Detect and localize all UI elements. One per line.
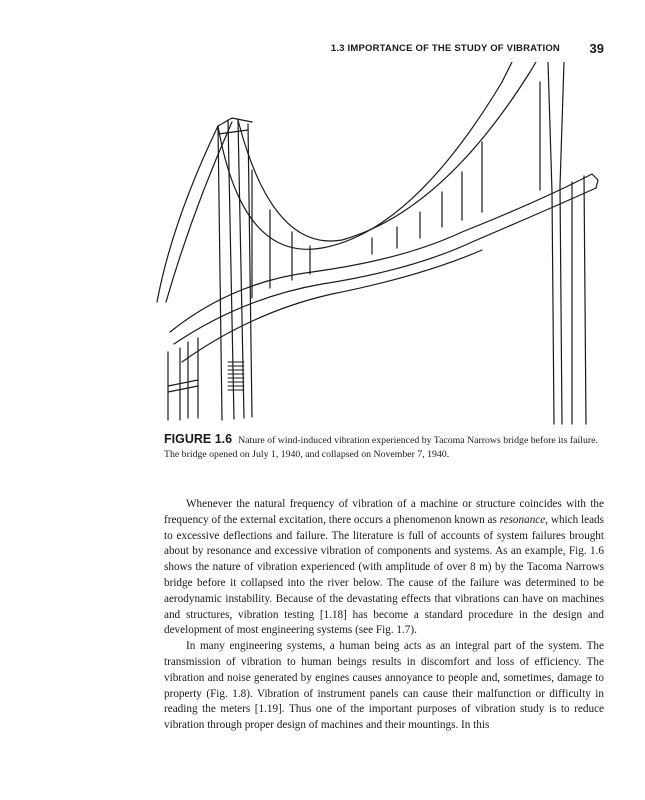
bridge-deck-top (170, 174, 592, 332)
body-text (164, 497, 604, 734)
page-number: 39 (589, 41, 604, 56)
figure-tacoma-bridge (152, 62, 602, 427)
left-tower (218, 120, 252, 420)
section-title: 1.3 IMPORTANCE OF THE STUDY OF VIBRATION (330, 43, 560, 54)
suspension-bridge-icon (152, 62, 602, 427)
bridge-deck-bottom (174, 188, 596, 344)
main-cable-rear (238, 72, 530, 241)
emphasis-resonance: resonance (499, 513, 546, 526)
figure-caption-text: Nature of wind-induced vibration experienced by Tacoma Narrows bridge before its failure. The bridge opened on July 1, 1940, and collapsed on November 7, 1940. (164, 435, 598, 460)
paragraph-1: Whenever the natural frequency of vibration of a machine or structure coincides with the frequency of the external excitation, there occurs a phenomenon known as resonance, which leads to excessive deflections and failure. The literature is full of accounts of system failures brought about by resonance and excessive vibration of components and systems. As an example, Fig. 1.6 shows the nature of vibration experienced (with amplitude of over 8 m) by the Tacoma Narrows bridge before it collapsed into the river below. The cause of the failure was determined to be aerodynamic instability. Because of the devastating effects that vibrations can have on machines and structures, vibration testing [1.18] has become a standard procedure in the design and development of most engineering systems (see Fig. 1.7). (164, 498, 604, 637)
right-tower (552, 176, 586, 424)
running-head (164, 41, 604, 57)
main-cable-front (218, 82, 502, 249)
figure-caption (164, 432, 604, 462)
figure-label: FIGURE 1.6 (164, 432, 233, 446)
side-span-cable (157, 126, 218, 302)
paragraph-2: In many engineering systems, a human being acts as an integral part of the system. The transmission of vibration to human beings results in discomfort and loss of efficiency. The vibration and noise generated by engines causes annoyance to people and, sometimes, damage to property (Fig. 1.8). Vibration of instrument panels can cause their malfunction or difficulty in reading the meters [1.19]. Thus one of the important purposes of vibration study is to reduce vibration through proper design of machines and their mountings. In this (164, 640, 604, 732)
